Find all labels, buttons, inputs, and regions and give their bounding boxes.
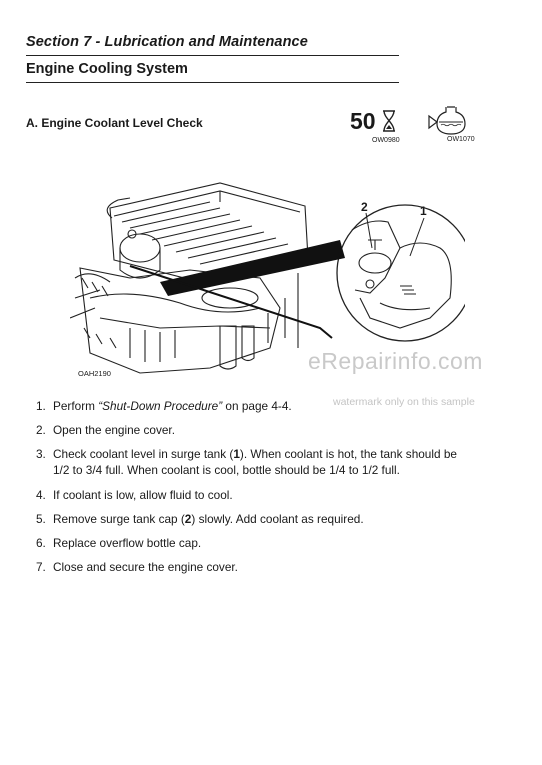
list-item [36,559,472,575]
list-item [36,487,472,503]
callout-2: 2 [361,200,368,214]
interval-code: OW0980 [372,137,400,144]
step-text: ). When coolant is hot, the tank should be 1/2 to 3/4 full. When coolant is cool, bottle should be 1/4 to 1/2 full. [53,447,457,478]
figure-code: OAH2190 [78,369,111,378]
step-text: If coolant is low, allow fluid to cool. [53,487,233,502]
list-item [36,398,472,414]
list-item [36,422,472,438]
step-text: Remove surge tank cap ( [53,511,185,526]
list-item [36,446,472,478]
step-number: 2. [36,423,46,438]
coolant-symbol [425,104,485,150]
step-text: Replace overflow bottle cap. [53,535,202,550]
callout-1: 1 [420,204,427,218]
section-title: Section 7 - Lubrication and Maintenance [26,34,308,50]
interval-hours: 50 [350,108,376,134]
procedure-steps [36,398,472,583]
watermark-note: watermark only on this sample [333,396,475,408]
step-callout-ref: 1 [233,447,240,462]
header-rule-bottom [26,82,399,83]
step-text: Check coolant level in surge tank ( [53,447,234,462]
step-text: Close and secure the engine cover. [53,560,238,575]
coolant-bottle-icon [425,104,485,136]
service-interval [350,108,410,148]
step-number: 6. [36,535,46,550]
step-text: Open the engine cover. [53,423,175,438]
list-item [36,511,472,527]
coolant-code: OW1070 [447,136,475,143]
step-callout-ref: 2 [184,511,192,526]
step-reference: “Shut-Down Procedure” [98,399,223,413]
step-number: 4. [36,487,46,502]
watermark-text: eRepairinfo.com [308,348,483,374]
page-title: Engine Cooling System [26,61,188,77]
hourglass-icon [382,110,396,132]
step-text: ) slowly. Add coolant as required. [191,511,364,526]
list-item [36,535,472,551]
step-text: Perform [53,399,99,413]
step-number: 3. [36,447,46,462]
header-rule [26,55,399,56]
subsection-heading: A. Engine Coolant Level Check [26,116,203,130]
step-number: 1. [36,399,46,413]
step-number: 5. [36,511,46,526]
step-number: 7. [36,560,46,575]
step-text: on page 4-4. [222,399,292,413]
